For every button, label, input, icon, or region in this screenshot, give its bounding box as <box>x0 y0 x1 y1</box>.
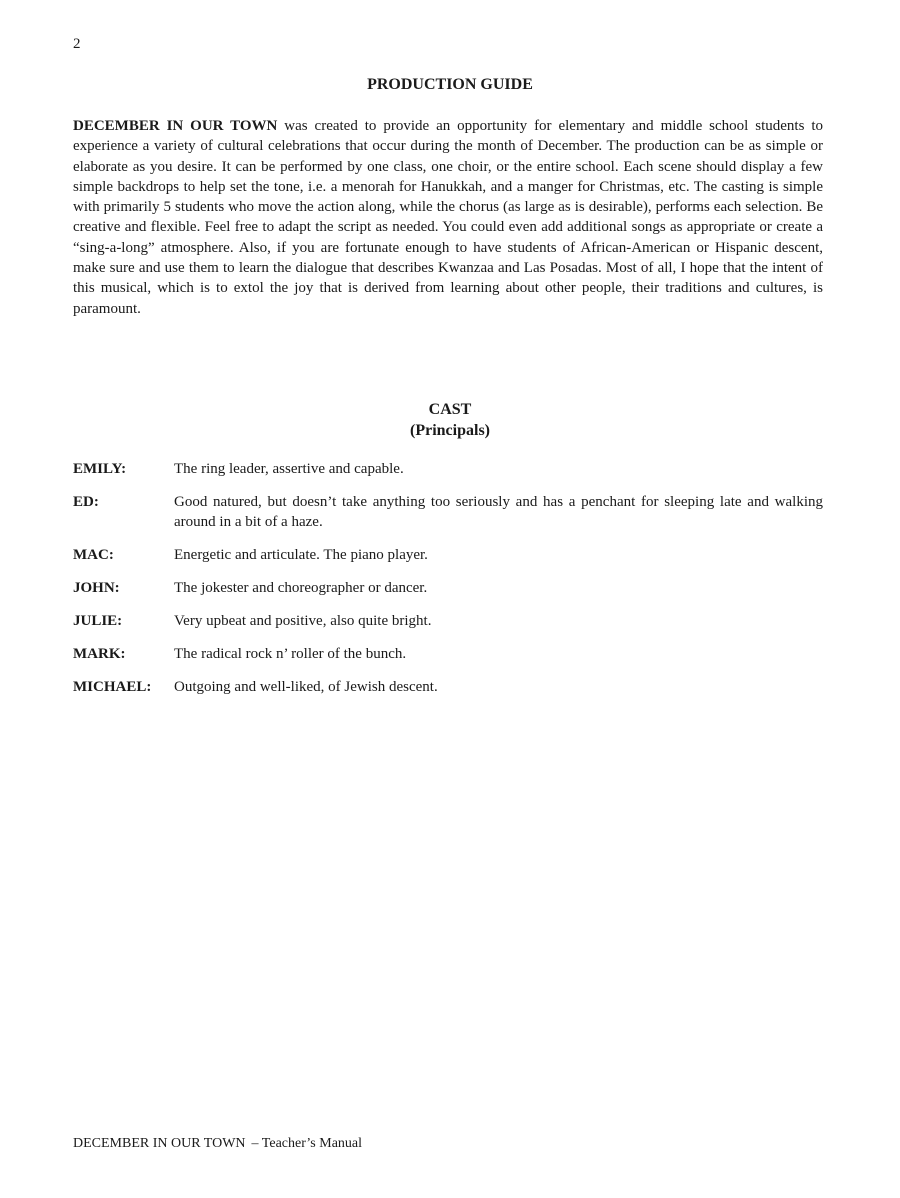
footer-subtitle: – Teacher’s Manual <box>251 1136 363 1151</box>
cast-name: MICHAEL: <box>73 679 152 695</box>
page-number: 2 <box>73 36 81 52</box>
cast-name: EMILY: <box>73 461 127 477</box>
cast-row <box>73 611 823 631</box>
cast-name: MAC: <box>73 547 114 563</box>
cast-title: CAST <box>428 401 472 418</box>
production-guide-lead: DECEMBER IN OUR TOWN <box>73 118 278 134</box>
production-guide-title: PRODUCTION GUIDE <box>367 76 533 93</box>
cast-name: JULIE: <box>73 613 123 629</box>
cast-description: The ring leader, assertive and capable. <box>174 461 404 477</box>
footer <box>73 1136 362 1152</box>
cast-name: MARK: <box>73 646 126 662</box>
cast-row <box>73 545 823 565</box>
cast-description: The jokester and choreographer or dancer. <box>174 580 428 596</box>
cast-name: ED: <box>73 494 99 510</box>
production-guide-paragraph <box>73 116 823 319</box>
cast-description: Outgoing and well-liked, of Jewish descent. <box>174 679 438 695</box>
cast-row <box>73 492 823 532</box>
cast-description: Very upbeat and positive, also quite bright. <box>174 613 432 629</box>
cast-name: JOHN: <box>73 580 120 596</box>
cast-description: The radical rock n’ roller of the bunch. <box>174 646 407 662</box>
footer-title: DECEMBER IN OUR TOWN <box>73 1136 246 1151</box>
cast-description: Energetic and articulate. The piano player. <box>174 547 428 563</box>
cast-description: Good natured, but doesn’t take anything too seriously and has a penchant for sleeping late and walking around in a bit of a haze. <box>174 494 823 530</box>
production-guide-body: was created to provide an opportunity for elementary and middle school students to experience a variety of cultural celebrations that occur during the month of December. The production can be as simple or elaborate as you desire. It can be performed by one class, one choir, or the entire school. Each scene should display a few simple backdrops to help set the tone, i.e. a menorah for Hanukkah, and a manger for Christmas, etc. The casting is simple with primarily 5 students who move the action along, while the chorus (as large as is desirable), performs each selection. Be creative and flexible. Feel free to adapt the script as needed. You could even add additional songs as appropriate or create a “sing-a-long” atmosphere. Also, if you are fortunate enough to have students of African-American or Hispanic descent, make sure and use them to learn the dialogue that describes Kwanzaa and Las Posadas. Most of all, I hope that the intent of this musical, which is to extol the joy that is derived from learning about other people, their traditions and cultures, is paramount. <box>73 118 823 317</box>
cast-row <box>73 677 823 697</box>
cast-row <box>73 459 823 479</box>
cast-row <box>73 578 823 598</box>
cast-row <box>73 644 823 664</box>
cast-list <box>73 459 823 710</box>
cast-subtitle: (Principals) <box>410 422 490 439</box>
